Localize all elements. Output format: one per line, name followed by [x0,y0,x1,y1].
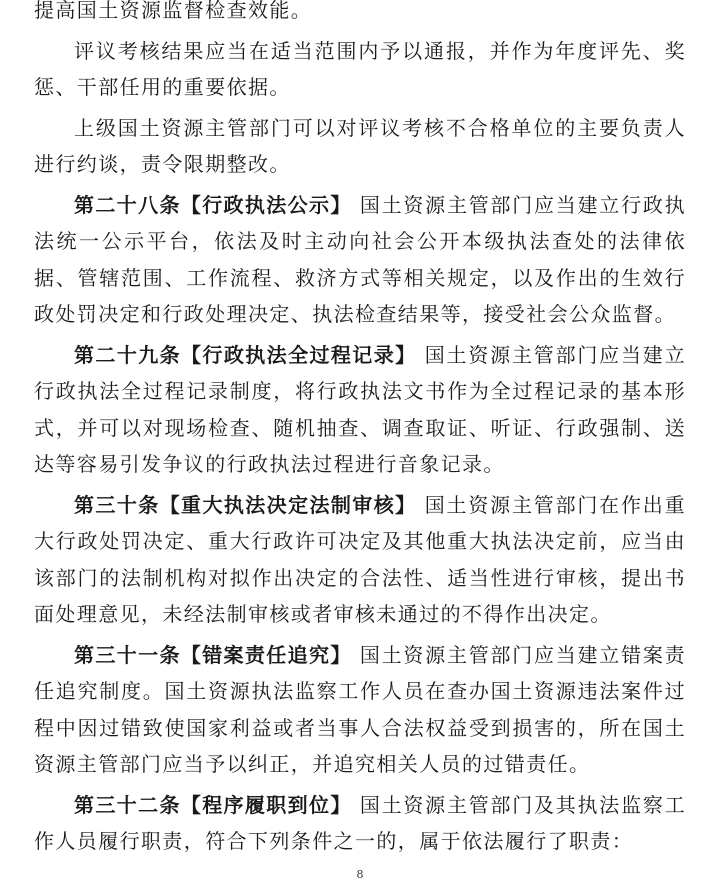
article-heading: 第三十二条【程序履职到位】 [74,792,352,817]
paragraph-interview [34,110,686,183]
article-body: 国土资源主管部门应当建立行政执法统一公示平台，依法及时主动向社会公开本级执法查处的法律依据、管辖范围、工作流程、救济方式等相关规定，以及作出的生效行政处罚决定和行政处理决定、执法检查结果等，接受社会公众监督。 [34,192,687,326]
paragraph-body: 提高国土资源监督检查效能。 [34,0,313,22]
article-heading: 第三十条【重大执法决定法制审核】 [74,492,417,517]
article-heading: 第二十九条【行政执法全过程记录】 [74,342,417,367]
article-31 [34,637,686,783]
article-body: 国土资源主管部门应当建立错案责任追究制度。国土资源执法监察工作人员在查办国土资源违法案件过程中因过错致使国家利益或者当事人合法权益受到损害的，所在国土资源主管部门应当予以纠正，并追究相关人员的过错责任。 [34,642,687,776]
article-body: 国土资源主管部门应当建立行政执法全过程记录制度，将行政执法文书作为全过程记录的基本形式，并可以对现场检查、随机抽查、调查取证、听证、行政强制、送达等容易引发争议的行政执法过程进行音象记录。 [34,342,687,476]
page-number: 8 [356,868,364,881]
article-28 [34,187,686,333]
document-body [34,0,686,860]
article-32 [34,787,686,860]
article-body: 国土资源主管部门及其执法监察工作人员履行职责，符合下列条件之一的，属于依法履行了职责： [34,792,687,853]
paragraph-continuation [34,0,686,29]
article-body: 国土资源主管部门在作出重大行政处罚决定、重大行政许可决定及其他重大执法决定前，应当由该部门的法制机构对拟作出决定的合法性、适当性进行审核，提出书面处理意见，未经法制审核或者审核未通过的不得作出决定。 [34,492,687,626]
article-30 [34,487,686,633]
article-heading: 第二十八条【行政执法公示】 [74,192,352,217]
paragraph-body: 评议考核结果应当在适当范围内予以通报，并作为年度评先、奖惩、干部任用的重要依据。 [34,38,686,99]
article-heading: 第三十一条【错案责任追究】 [74,642,352,667]
article-29 [34,337,686,483]
paragraph-evaluation-results [34,33,686,106]
paragraph-body: 上级国土资源主管部门可以对评议考核不合格单位的主要负责人进行约谈，责令限期整改。 [34,115,686,176]
